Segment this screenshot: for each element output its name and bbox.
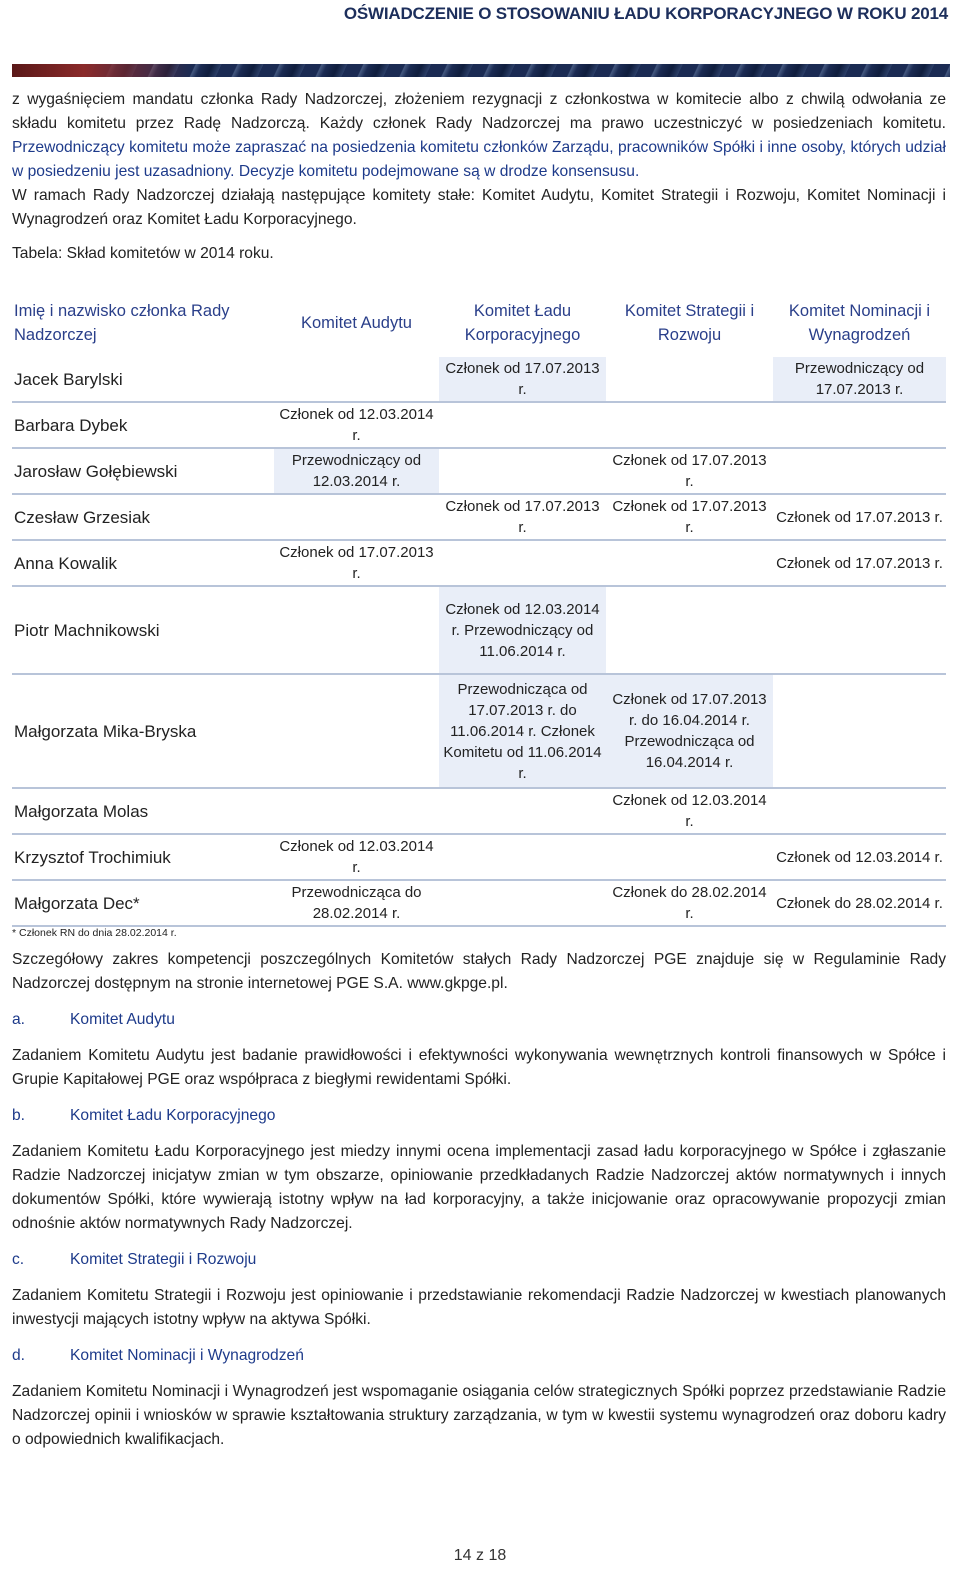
cell-audit [274, 788, 439, 834]
cell-nomination [773, 448, 946, 494]
section-text-governance: Zadaniem Komitetu Ładu Korporacyjnego jest miedzy innymi ocena implementacji zasad ładu korporacyjnego w Spółce i zgłaszanie Radzie Nadzorczej inicjatyw zmian w tym obszarze, opiniowanie przedkładanych Radzie Nadzorczej aktów normatywnych i innych dokumentów Spółki, które wywierają istotny wpływ na ład korporacyjny, a także inicjowanie oraz opracowywanie propozycji zmian odnośnie aktów normatywnych Rady Nadzorczej. [12, 1143, 946, 1232]
cell-strategy [606, 834, 773, 880]
cell-nomination: Członek od 17.07.2013 r. [773, 540, 946, 586]
header-governance-committee: Komitet Ładu Korporacyjnego [464, 302, 581, 344]
intro-paragraph-1 [12, 88, 946, 184]
cell-strategy: Członek od 12.03.2014 r. [606, 788, 773, 834]
section-title: Komitet Ładu Korporacyjnego [70, 1107, 276, 1124]
cell-governance [439, 788, 606, 834]
table-caption: Tabela: Skład komitetów w 2014 roku. [12, 245, 274, 262]
cell-strategy [606, 540, 773, 586]
cell-nomination [773, 674, 946, 788]
member-name: Piotr Machnikowski [12, 586, 274, 674]
section-heading-governance [12, 1104, 946, 1128]
header-audit-committee: Komitet Audytu [301, 314, 412, 332]
table-row [12, 586, 946, 674]
cell-audit: Członek od 12.03.2014 r. [274, 402, 439, 448]
cell-nomination [773, 402, 946, 448]
table-row [12, 494, 946, 540]
details-intro: Szczegółowy zakres kompetencji poszczególnych Komitetów stałych Rady Nadzorczej PGE znajduje się w Regulaminie Rady Nadzorczej dostępnym na stronie internetowej PGE S.A. www.gkpge.pl. [12, 951, 946, 992]
cell-nomination: Członek od 12.03.2014 r. [773, 834, 946, 880]
section-title: Komitet Strategii i Rozwoju [70, 1251, 257, 1268]
cell-governance [439, 880, 606, 926]
page-number: 14 z 18 [453, 1547, 507, 1564]
cell-governance: Członek od 17.07.2013 r. [439, 357, 606, 402]
member-name: Czesław Grzesiak [12, 494, 274, 540]
cell-governance: Członek od 17.07.2013 r. [439, 494, 606, 540]
cell-strategy: Członek od 17.07.2013 r. [606, 448, 773, 494]
section-heading-strategy [12, 1248, 946, 1272]
cell-audit: Przewodnicząca do 28.02.2014 r. [274, 880, 439, 926]
cell-nomination: Przewodniczący od 17.07.2013 r. [773, 357, 946, 402]
cell-audit: Członek od 12.03.2014 r. [274, 834, 439, 880]
cell-audit [274, 674, 439, 788]
table-row [12, 540, 946, 586]
table-row [12, 674, 946, 788]
document-header-title: OŚWIADCZENIE O STOSOWANIU ŁADU KORPORACYJNEGO W ROKU 2014 [343, 4, 948, 23]
section-letter: d. [12, 1347, 26, 1364]
page-content [12, 88, 946, 1448]
header-strategy-committee: Komitet Strategii i Rozwoju [624, 302, 755, 344]
cell-nomination: Członek do 28.02.2014 r. [773, 880, 946, 926]
cell-strategy [606, 357, 773, 402]
section-text-nomination: Zadaniem Komitetu Nominacji i Wynagrodzeń jest wspomaganie osiągania celów strategicznych Spółki poprzez przedstawianie Radzie Nadzorczej opinii i wniosków w sprawie kształtowania struktury zarządzania, w tym w kwestii systemu wynagrodzeń oraz doboru kadry o odpowiednich kwalifikacjach. [12, 1383, 946, 1448]
header-nomination-committee: Komitet Nominacji i Wynagrodzeń [788, 302, 931, 344]
table-row [12, 357, 946, 402]
section-letter: b. [12, 1107, 26, 1124]
cell-strategy: Członek do 28.02.2014 r. [606, 880, 773, 926]
table-row [12, 788, 946, 834]
cell-governance [439, 448, 606, 494]
committee-composition-table [12, 293, 946, 927]
member-name: Małgorzata Mika-Bryska [12, 674, 274, 788]
cell-audit: Członek od 17.07.2013 r. [274, 540, 439, 586]
intro-paragraph-1-part-1: z wygaśnięciem mandatu członka Rady Nadzorczej, złożeniem rezygnacji z członkostwa w komitecie albo z chwilą odwołania ze składu komitetu przez Radę Nadzorczą. Każdy członek Rady Nadzorczej ma prawo uczestniczyć w posiedzeniach komitetu. [12, 91, 946, 132]
table-row [12, 880, 946, 926]
section-text-audit: Zadaniem Komitetu Audytu jest badanie prawidłowości i efektywności wykonywania wewnętrznych kontroli finansowych w Spółce i Grupie Kapitałowej PGE oraz współpraca z biegłymi rewidentami Spółki. [12, 1047, 946, 1088]
section-heading-audit [12, 1008, 946, 1032]
cell-strategy: Członek od 17.07.2013 r. [606, 494, 773, 540]
cell-governance [439, 402, 606, 448]
section-letter: c. [12, 1251, 25, 1268]
member-name: Krzysztof Trochimiuk [12, 834, 274, 880]
cell-governance: Przewodnicząca od 17.07.2013 r. do 11.06.2014 r. Członek Komitetu od 11.06.2014 r. [439, 674, 606, 788]
cell-strategy [606, 586, 773, 674]
section-heading-nomination [12, 1344, 946, 1368]
member-name: Jarosław Gołębiewski [12, 448, 274, 494]
table-row [12, 834, 946, 880]
member-name: Anna Kowalik [12, 540, 274, 586]
table-header-row [12, 293, 946, 357]
table-row [12, 402, 946, 448]
member-name: Małgorzata Dec* [12, 880, 274, 926]
cell-governance [439, 540, 606, 586]
section-title: Komitet Audytu [70, 1011, 175, 1028]
header-member-name: Imię i nazwisko członka Rady Nadzorczej [14, 302, 230, 344]
cell-governance: Członek od 12.03.2014 r. Przewodniczący od 11.06.2014 r. [439, 586, 606, 674]
section-letter: a. [12, 1011, 26, 1028]
cell-nomination [773, 788, 946, 834]
member-name: Małgorzata Molas [12, 788, 274, 834]
cell-strategy [606, 402, 773, 448]
section-text-strategy: Zadaniem Komitetu Strategii i Rozwoju jest opiniowanie i przedstawianie rekomendacji Radzie Nadzorczej w kwestiach planowanych inwestycji mających istotny wpływ na aktywa Spółki. [12, 1287, 946, 1328]
intro-paragraph-2: W ramach Rady Nadzorczej działają następujące komitety stałe: Komitet Audytu, Komitet Strategii i Rozwoju, Komitet Nominacji i Wynagrodzeń oraz Komitet Ładu Korporacyjnego. [12, 187, 946, 228]
table-footnote: * Członek RN do dnia 28.02.2014 r. [12, 927, 177, 939]
cell-governance [439, 834, 606, 880]
cell-nomination [773, 586, 946, 674]
member-name: Barbara Dybek [12, 402, 274, 448]
intro-paragraph-1-part-2: Przewodniczący komitetu może zapraszać na posiedzenia komitetu członków Zarządu, pracowników Spółki i inne osoby, których udział w posiedzeniu jest uzasadniony. Decyzje komitetu podejmowane są w drodze konsensusu. [12, 139, 946, 180]
header-decorative-band [12, 64, 950, 77]
cell-audit [274, 586, 439, 674]
cell-strategy: Członek od 17.07.2013 r. do 16.04.2014 r. Przewodnicząca od 16.04.2014 r. [606, 674, 773, 788]
cell-nomination: Członek od 17.07.2013 r. [773, 494, 946, 540]
section-title: Komitet Nominacji i Wynagrodzeń [70, 1347, 304, 1364]
cell-audit: Przewodniczący od 12.03.2014 r. [274, 448, 439, 494]
cell-audit [274, 357, 439, 402]
cell-audit [274, 494, 439, 540]
committee-details [12, 948, 946, 1452]
member-name: Jacek Barylski [12, 357, 274, 402]
table-row [12, 448, 946, 494]
